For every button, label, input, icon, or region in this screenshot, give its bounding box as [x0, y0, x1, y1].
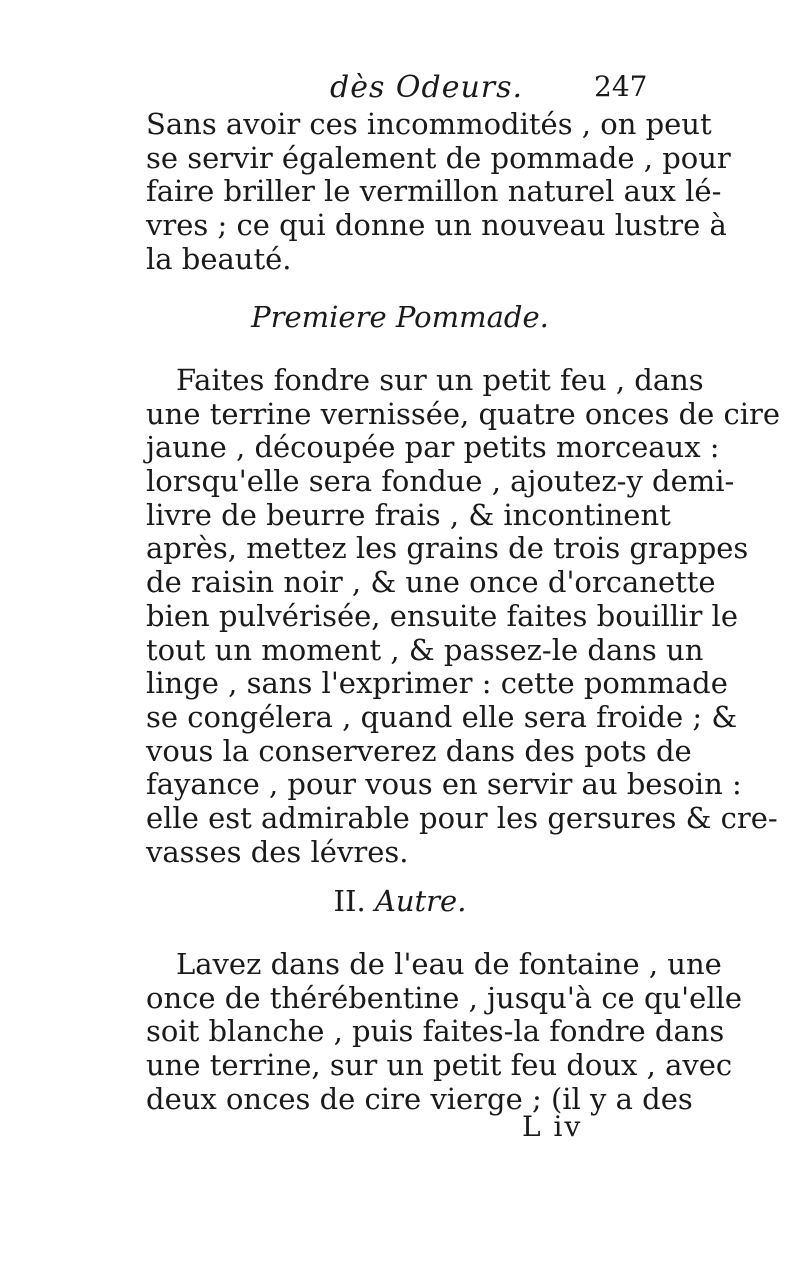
text-line: vous la conserverez dans des pots de	[146, 733, 692, 768]
text-line: linge , sans l'exprimer : cette pommade	[146, 666, 728, 701]
heading-title: Autre.	[374, 884, 467, 918]
text-line: bien pulvérisée, ensuite faites bouillir le	[146, 598, 738, 633]
text-line: tout un moment , & passez-le dans un	[146, 632, 704, 667]
text-line: une terrine, sur un petit feu doux , avec	[146, 1048, 733, 1083]
text-line: vres ; ce qui donne un nouveau lustre à	[146, 208, 727, 243]
paragraph-3	[146, 947, 743, 1116]
section-heading-autre	[0, 884, 800, 918]
text-line: jaune , découpée par petits morceaux :	[146, 430, 720, 465]
text-line: après, mettez les grains de trois grappes	[146, 531, 749, 566]
running-title: dès Odeurs.	[330, 70, 524, 105]
page-number: 247	[594, 70, 648, 103]
text-line: faire briller le vermillon naturel aux lé-	[146, 174, 722, 209]
paragraph-2	[146, 363, 781, 869]
text-line: de raisin noir , & une once d'orcanette	[146, 565, 716, 600]
text-line: Faites fondre sur un petit feu , dans	[176, 363, 704, 397]
text-line: soit blanche , puis faites-la fondre dans	[146, 1014, 725, 1049]
running-head	[0, 70, 800, 110]
heading-numeral: II.	[333, 884, 366, 918]
paragraph-1	[146, 107, 731, 276]
text-line: se congélera , quand elle sera froide ; &	[146, 699, 738, 734]
text-line: once de thérébentine , jusqu'à ce qu'elle	[146, 980, 743, 1015]
text-line: Lavez dans de l'eau de fontaine , une	[176, 947, 722, 981]
text-line: livre de beurre frais , & incontinent	[146, 497, 671, 532]
text-line: deux onces de cire vierge ; (il y a des	[146, 1081, 693, 1116]
text-line: fayance , pour vous en servir au besoin :	[146, 767, 742, 802]
text-line: se servir également de pommade , pour	[146, 140, 731, 175]
text-line: la beauté.	[146, 241, 292, 276]
catchword-signature: L iv	[522, 1110, 583, 1143]
text-line: lorsqu'elle sera fondue , ajoutez-y demi-	[146, 464, 735, 499]
text-line: une terrine vernissée, quatre onces de cire	[146, 396, 781, 431]
text-line: vasses des lévres.	[146, 834, 409, 869]
text-line: Sans avoir ces incommodités , on peut	[146, 107, 712, 141]
section-heading-premiere-pommade	[0, 300, 800, 334]
text-line: elle est admirable pour les gersures & cre-	[146, 800, 778, 835]
heading-title: Premiere Pommade.	[251, 300, 549, 334]
